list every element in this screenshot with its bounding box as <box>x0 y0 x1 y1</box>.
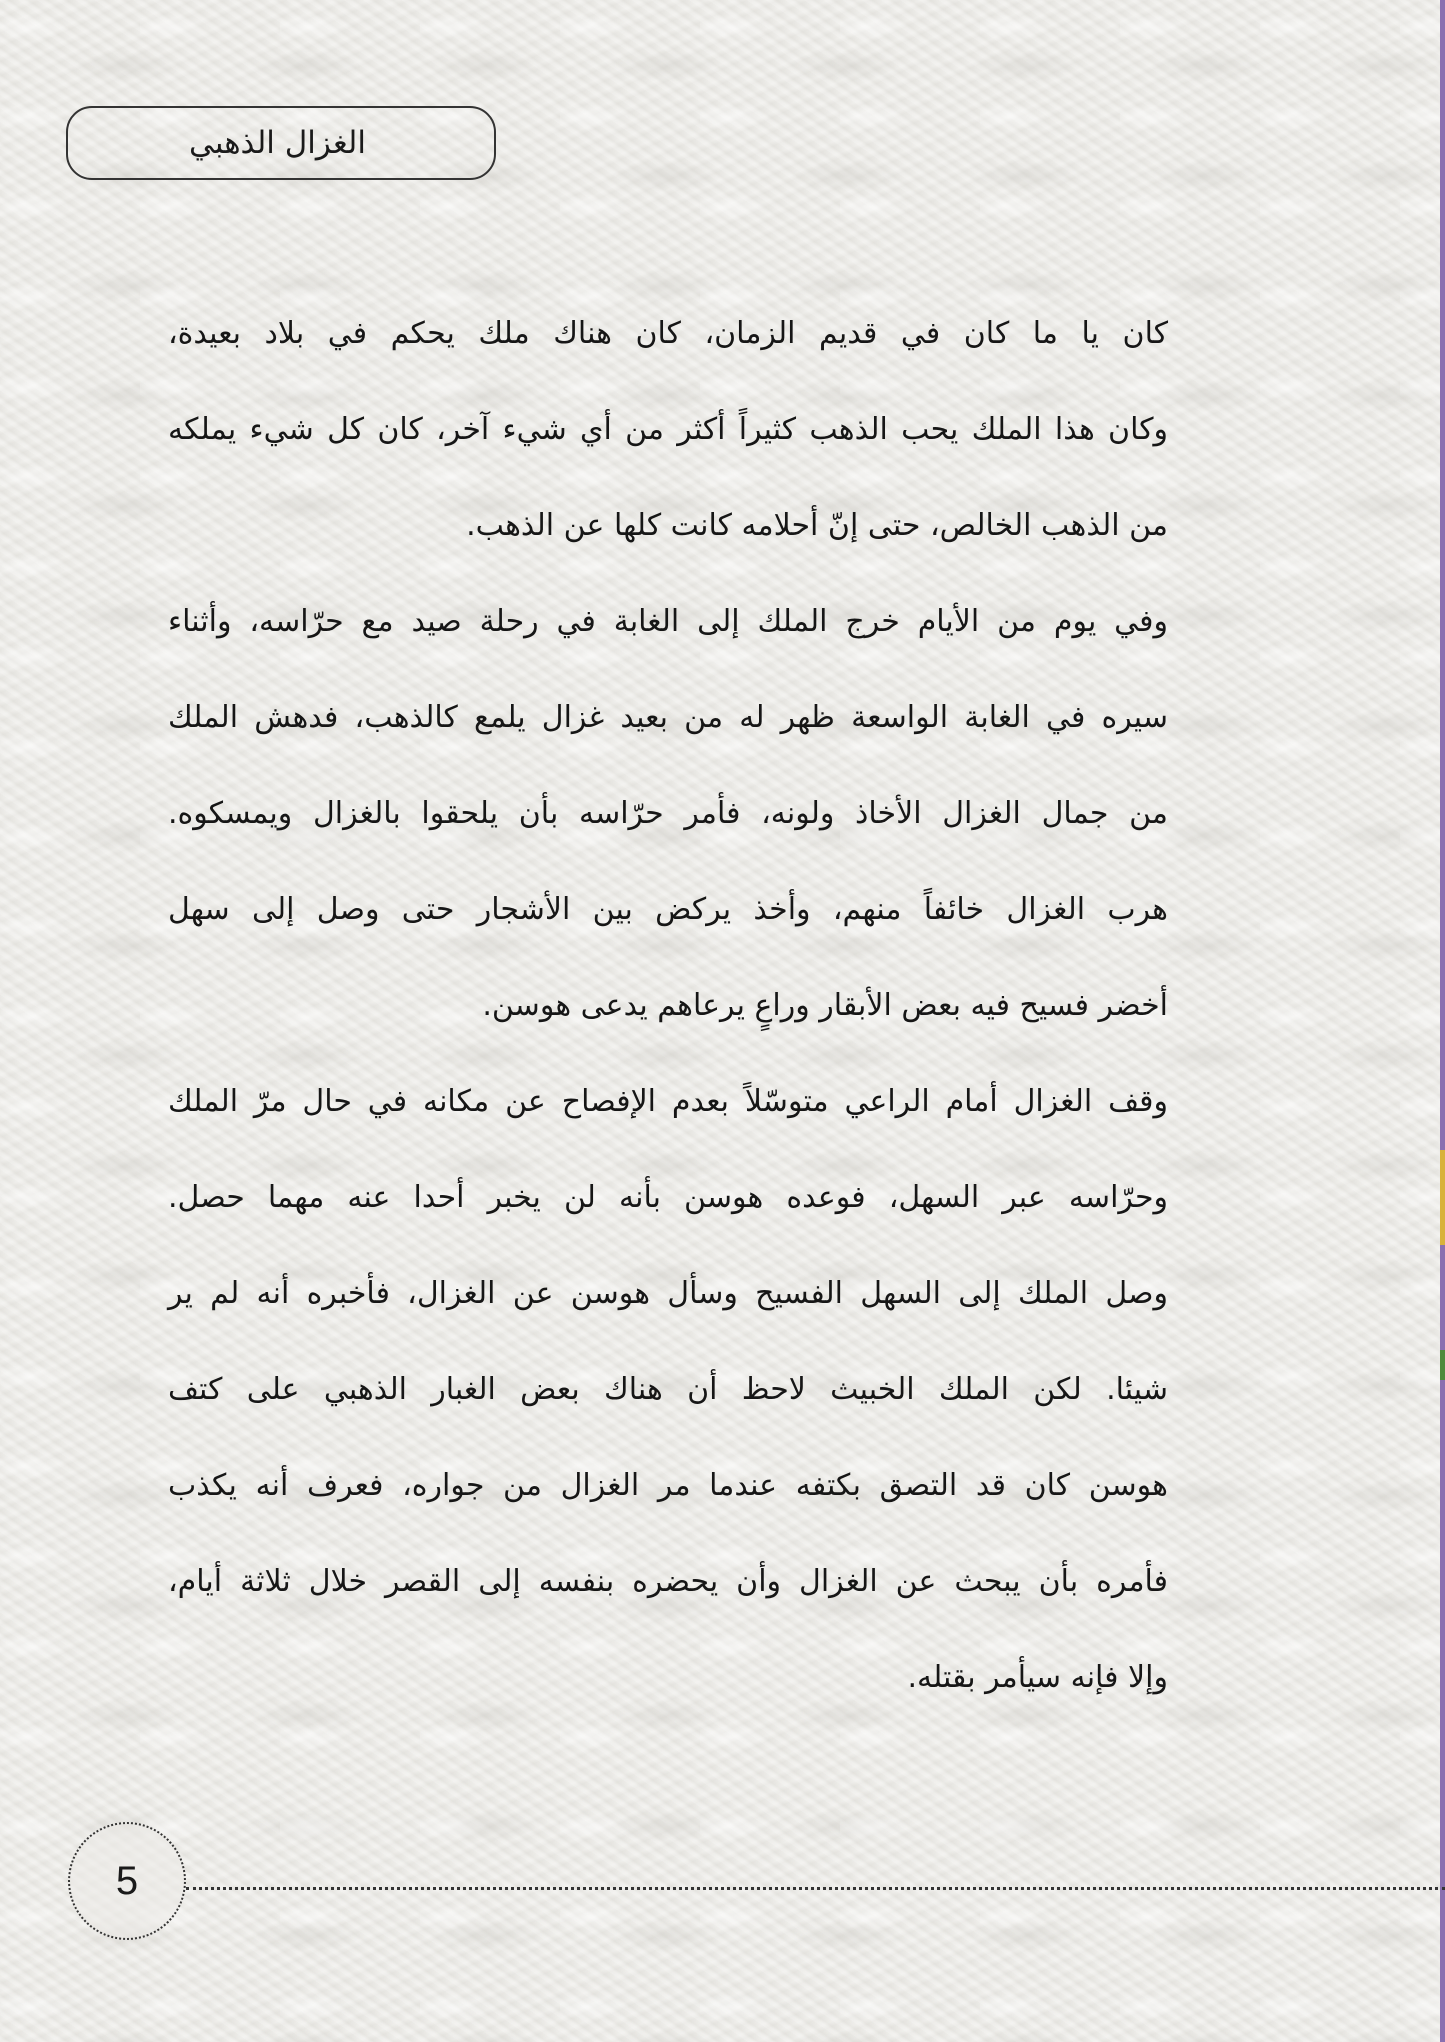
text-line: أخضر فسيح فيه بعض الأبقار وراعٍ يرعاهم يدعى هوسن. <box>482 988 1168 1023</box>
text-line: فأمره بأن يبحث عن الغزال وأن يحضره بنفسه إلى القصر خلال ثلاثة أيام، <box>168 1564 1168 1599</box>
text-line: من الذهب الخالص، حتى إنّ أحلامه كانت كلها عن الذهب. <box>466 508 1168 543</box>
text-line: شيئا. لكن الملك الخبيث لاحظ أن هناك بعض الغبار الذهبي على كتف <box>168 1372 1168 1407</box>
text-line: وحرّاسه عبر السهل، فوعده هوسن بأنه لن يخبر أحدا عنه مهما حصل. <box>168 1180 1168 1215</box>
text-line: هرب الغزال خائفاً منهم، وأخذ يركض بين الأشجار حتى وصل إلى سهل <box>168 892 1168 927</box>
text-line: وكان هذا الملك يحب الذهب كثيراً أكثر من أي شيء آخر، كان كل شيء يملكه <box>168 412 1168 447</box>
text-line: وقف الغزال أمام الراعي متوسّلاً بعدم الإفصاح عن مكانه في حال مرّ الملك <box>168 1084 1168 1119</box>
footer-dotted-line <box>186 1887 1445 1890</box>
text-line: وصل الملك إلى السهل الفسيح وسأل هوسن عن الغزال، فأخبره أنه لم ير <box>168 1276 1168 1311</box>
paragraph-3 <box>168 1064 1168 1736</box>
side-color-strip <box>1440 0 1445 2042</box>
story-title: الغزال الذهبي <box>189 125 366 161</box>
text-line: سيره في الغابة الواسعة ظهر له من بعيد غزال يلمع كالذهب، فدهش الملك <box>168 700 1168 735</box>
text-line: كان يا ما كان في قديم الزمان، كان هناك ملك يحكم في بلاد بعيدة، <box>168 316 1168 351</box>
page-number-circle <box>68 1822 186 1940</box>
text-line: هوسن كان قد التصق بكتفه عندما مر الغزال من جواره، فعرف أنه يكذب <box>168 1468 1168 1503</box>
page-number: 5 <box>115 1858 139 1903</box>
paragraph-1 <box>168 296 1168 584</box>
text-line: وفي يوم من الأيام خرج الملك إلى الغابة في رحلة صيد مع حرّاسه، وأثناء <box>168 604 1168 639</box>
story-title-box <box>66 106 496 180</box>
story-body <box>168 296 1168 1736</box>
paragraph-2 <box>168 584 1168 1064</box>
text-line: وإلا فإنه سيأمر بقتله. <box>907 1660 1168 1695</box>
text-line: من جمال الغزال الأخاذ ولونه، فأمر حرّاسه بأن يلحقوا بالغزال ويمسكوه. <box>168 796 1168 831</box>
